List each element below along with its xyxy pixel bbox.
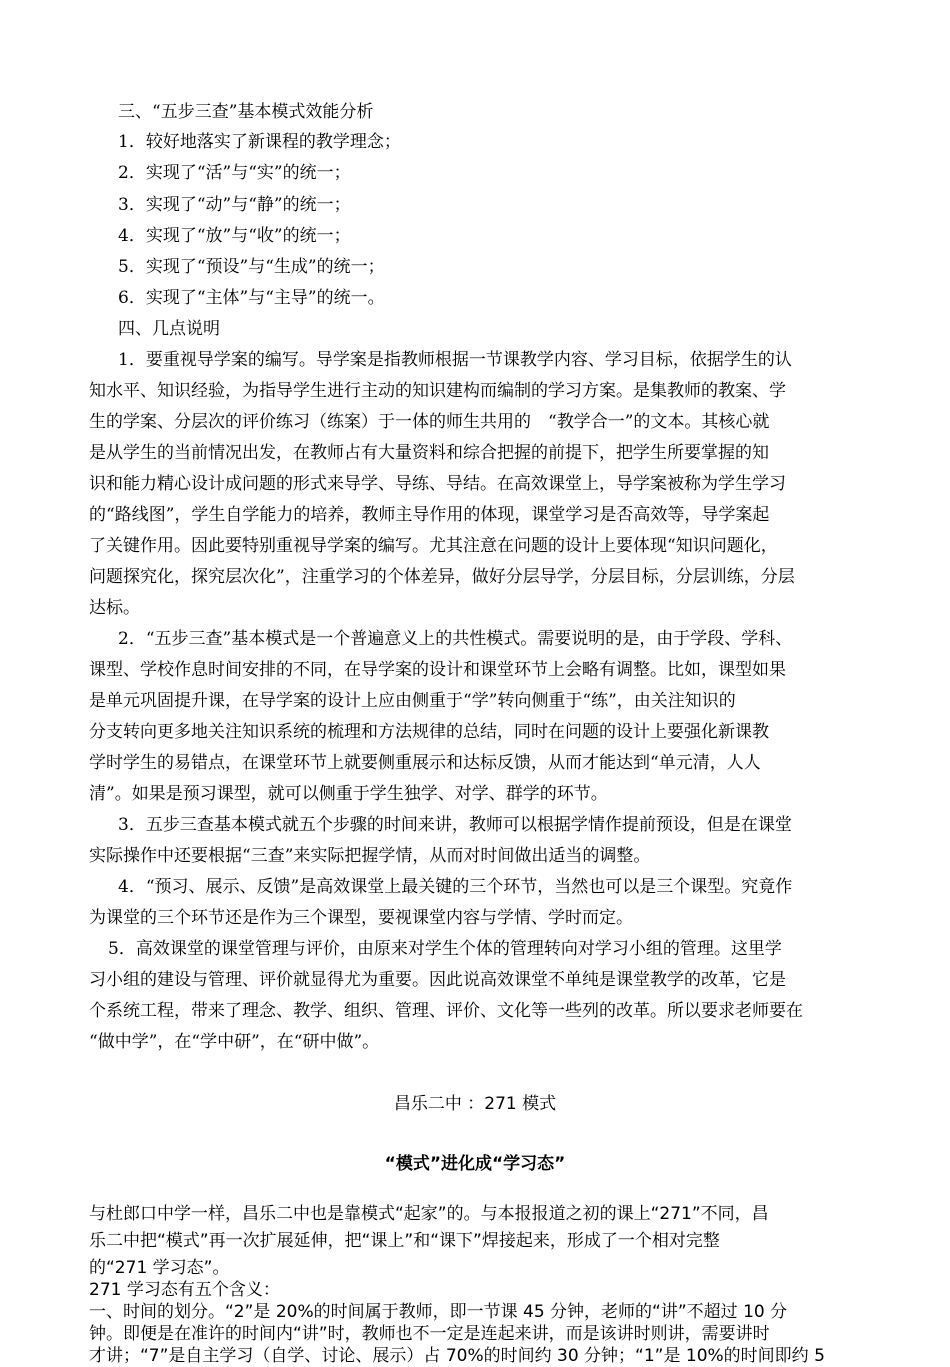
section3-item: 5．实现了“预设”与“生成”的统一； xyxy=(118,257,385,277)
paragraph-line: 是从学生的当前情况出发，在教师占有大量资料和综合把握的前提下，把学生所要掌握的知 xyxy=(89,443,769,463)
paragraph-line: 分支转向更多地关注知识系统的梳理和方法规律的总结，同时在问题的设计上要强化新课教 xyxy=(89,722,769,742)
section3-item: 3．实现了“动”与“静”的统一； xyxy=(118,195,351,215)
paragraph-line: 课型、学校作息时间安排的不同，在导学案的设计和课堂环节上会略有调整。比如，课型如果 xyxy=(89,660,786,680)
article-line: 一、时间的划分。“2”是 20%的时间属于教师，即一节课 45 分钟，老师的“讲”不超过 10 分 xyxy=(89,1302,788,1322)
paragraph-line: 的“路线图”，学生自学能力的培养，教师主导作用的体现，课堂学习是否高效等，导学案起 xyxy=(89,505,770,525)
article-line: 乐二中把“模式”再一次扩展延伸，把“课上”和“课下”焊接起来，形成了一个相对完整 xyxy=(89,1231,720,1251)
paragraph-line: 是单元巩固提升课，在导学案的设计上应由侧重于“学”转向侧重于“练”，由关注知识的 xyxy=(89,691,736,711)
paragraph-line: 个系统工程，带来了理念、教学、组织、管理、评价、文化等一些列的改革。所以要求老师要在 xyxy=(89,1001,803,1021)
paragraph-line: 为课堂的三个环节还是作为三个课型，要视课堂内容与学情、学时而定。 xyxy=(89,908,633,928)
paragraph-line: 实际操作中还要根据“三查”来实际把握学情，从而对时间做出适当的调整。 xyxy=(89,846,651,866)
paragraph-line: 4．“预习、展示、反馈”是高效课堂上最关键的三个环节，当然也可以是三个课型。究竟作 xyxy=(118,877,793,897)
article-line: 才讲；“7”是自主学习（自学、讨论、展示）占 70%的时间约 30 分钟；“1”是 10%的时间即约 5 xyxy=(89,1346,825,1366)
paragraph-line: 1．要重视导学案的编写。导学案是指教师根据一节课教学内容、学习目标，依据学生的认 xyxy=(118,350,792,370)
paragraph-line: “做中学”，在“学中研”，在“研中做”。 xyxy=(89,1032,380,1052)
section3-heading: 三、“五步三查”基本模式效能分析 xyxy=(118,102,374,122)
article-subtitle: “模式”进化成“学习态” xyxy=(384,1154,566,1174)
paragraph-line: 达标。 xyxy=(89,598,140,618)
section3-item: 1．较好地落实了新课程的教学理念； xyxy=(118,132,401,152)
paragraph-line: 5．高效课堂的课堂管理与评价，由原来对学生个体的管理转向对学习小组的管理。这里学 xyxy=(108,939,782,959)
paragraph-line: 3．五步三查基本模式就五个步骤的时间来讲，教师可以根据学情作提前预设，但是在课堂 xyxy=(118,815,792,835)
paragraph-line: 知水平、知识经验，为指导学生进行主动的知识建构而编制的学习方案。是集教师的教案、学 xyxy=(89,381,786,401)
section3-item: 2．实现了“活”与“实”的统一； xyxy=(118,163,351,183)
article-line: 的“271 学习态”。 xyxy=(89,1258,230,1278)
section3-item: 6．实现了“主体”与“主导”的统一。 xyxy=(118,288,385,308)
paragraph-line: 生的学案、分层次的评价练习（练案）于一体的师生共用的 “教学合一”的文本。其核心就 xyxy=(89,412,770,432)
section4-heading: 四、几点说明 xyxy=(118,319,220,339)
article-line: 271 学习态有五个含义： xyxy=(89,1280,280,1300)
paragraph-line: 识和能力精心设计成问题的形式来导学、导练、导结。在高效课堂上，导学案被称为学生学习 xyxy=(89,474,786,494)
paragraph-line: 清”。如果是预习课型，就可以侧重于学生独学、对学、群学的环节。 xyxy=(89,784,608,804)
paragraph-line: 问题探究化，探究层次化”，注重学习的个体差异，做好分层导学，分层目标，分层训练，分层 xyxy=(89,567,795,587)
paragraph-line: 学时学生的易错点，在课堂环节上就要侧重展示和达标反馈，从而才能达到“单元清，人人 xyxy=(89,753,761,773)
article-title: 昌乐二中 ：271 模式 xyxy=(393,1094,557,1114)
article-line: 钟。即便是在准许的时间内“讲”时，教师也不一定是连起来讲，而是该讲时则讲，需要讲时 xyxy=(89,1324,770,1344)
paragraph-line: 了关键作用。因此要特别重视导学案的编写。尤其注意在问题的设计上要体现“知识问题化， xyxy=(89,536,778,556)
article-line: 与杜郎口中学一样，昌乐二中也是靠模式“起家”的。与本报报道之初的课上“271”不同，昌 xyxy=(89,1204,769,1224)
paragraph-line: 习小组的建设与管理、评价就显得尤为重要。因此说高效课堂不单纯是课堂教学的改革，它是 xyxy=(89,970,786,990)
paragraph-line: 2．“五步三查”基本模式是一个普遍意义上的共性模式。需要说明的是，由于学段、学科、 xyxy=(118,629,793,649)
section3-item: 4．实现了“放”与“收”的统一； xyxy=(118,226,351,246)
